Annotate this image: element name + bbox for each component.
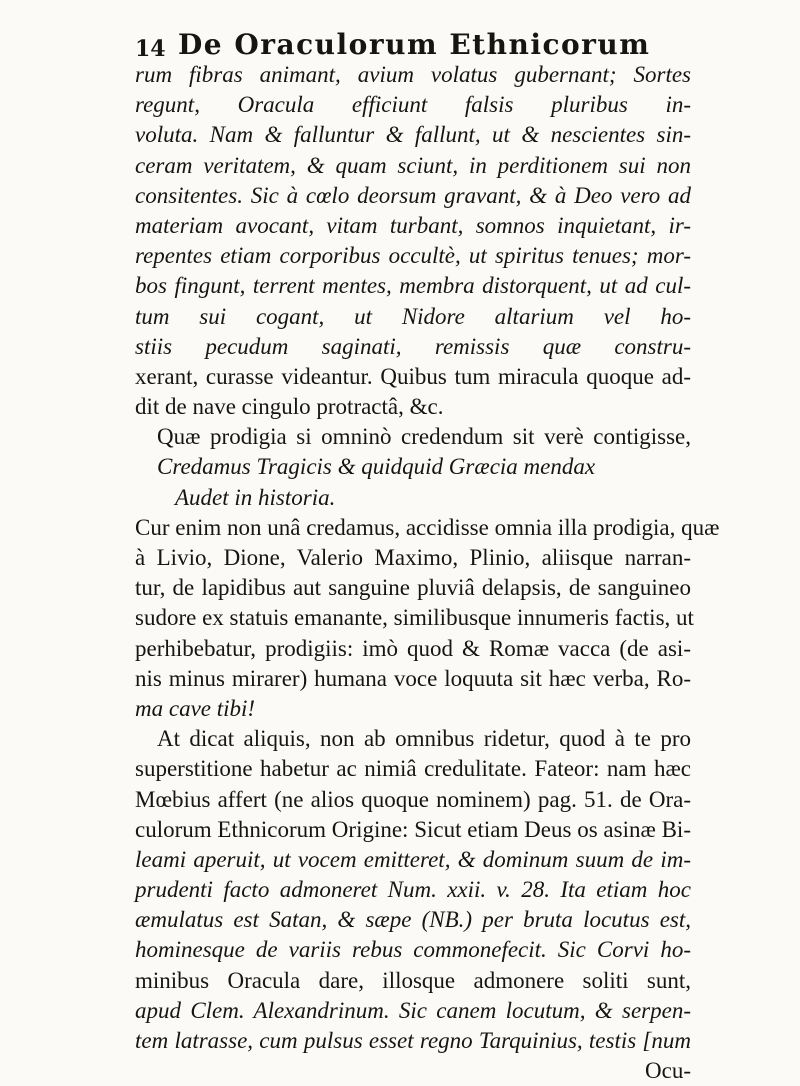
text-line: At dicat aliquis, non ab omnibus ridetur, quod à te pro [157, 726, 691, 752]
text-line: bos fingunt, terrent mentes, membra distorquent, ut ad cul- [135, 273, 691, 299]
text-line: repentes etiam corporibus occultè, ut spiritus tenues; mor- [135, 243, 691, 269]
page-number: 14 [135, 36, 166, 62]
text-line: prudenti facto admoneret Num. xxii. v. 28. Ita etiam hoc [135, 877, 691, 903]
running-head: De Oraculorum Ethnicorum [178, 28, 651, 61]
main-text [135, 60, 720, 1086]
text-line: ceram veritatem, & quam sciunt, in perditionem sui non [135, 152, 691, 178]
text-line: leami aperuit, ut vocem emitteret, & dominum suum de im- [135, 846, 691, 872]
text-line: à Livio, Dione, Valerio Maximo, Plinio, aliisque narran- [135, 545, 691, 570]
text-line: sudore ex statuis emanante, similibusque innumeris factis, ut [135, 605, 694, 631]
text-line: hominesque de variis rebus commonefecit. Sic Corvi ho- [135, 937, 691, 963]
text-line: minibus Oracula dare, illosque admonere soliti sunt, [135, 967, 691, 993]
catchword: Ocu- [645, 1058, 691, 1084]
text-line: xerant, curasse videantur. Quibus tum miracula quoque ad- [135, 363, 691, 389]
text-line: dit de nave cingulo protractâ, &c. [135, 394, 444, 420]
text-line: tur, de lapidibus aut sanguine pluviâ delapsis, de sanguineo [135, 575, 691, 601]
text-line: Quæ prodigia si omninò credendum sit verè contigisse, [157, 424, 691, 450]
text-line: Mœbius affert (ne alios quoque nominem) pag. 51. de Ora- [135, 786, 691, 812]
text-line: regunt, Oracula efficiunt falsis pluribus in- [135, 92, 691, 118]
text-line: perhibebatur, prodigiis: imò quod & Romæ vacca (de asi- [135, 635, 691, 661]
text-line: rum fibras animant, avium volatus gubernant; Sortes [135, 62, 691, 87]
text-line: superstitione habetur ac nimiâ credulitate. Fateor: nam hæc [135, 756, 691, 782]
text-line: stiis pecudum saginati, remissis quæ constru- [135, 333, 691, 359]
text-line: culorum Ethnicorum Origine: Sicut etiam Deus os asinæ Bi- [135, 816, 691, 842]
verse-line: Credamus Tragicis & quidquid Græcia mendax [157, 454, 596, 480]
text-line: consitentes. Sic à cœlo deorsum gravant, & à Deo vero ad [135, 182, 691, 208]
text-line: apud Clem. Alexandrinum. Sic canem locutum, & serpen- [135, 997, 691, 1023]
text-line: tum sui cogant, ut Nidore altarium vel ho- [135, 303, 691, 329]
text-line: materiam avocant, vitam turbant, somnos inquietant, ir- [135, 212, 691, 238]
verse-line: Audet in historia. [175, 484, 336, 510]
text-line: nis minus mirarer) humana voce loquuta sit hæc verba, Ro- [135, 665, 691, 691]
text-line: ma cave tibi! [135, 695, 256, 721]
text-line: tem latrasse, cum pulsus esset regno Tarquinius, testis [num [135, 1028, 691, 1053]
text-line: voluta. Nam & falluntur & fallunt, ut & nescientes sin- [135, 122, 691, 148]
text-line: Cur enim non unâ credamus, accidisse omnia illa prodigia, quæ [135, 514, 720, 540]
text-line: æmulatus est Satan, & sæpe (NB.) per bruta locutus est, [135, 907, 691, 933]
